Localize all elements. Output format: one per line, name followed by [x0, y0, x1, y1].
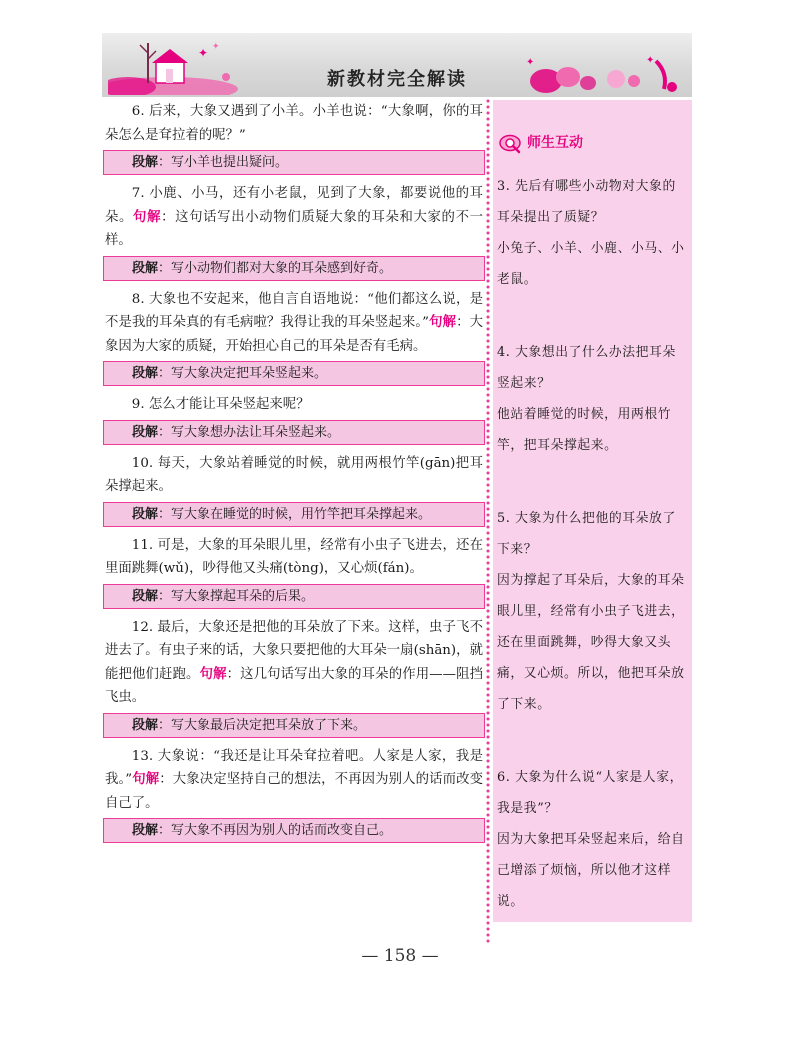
page-number: — 158 —	[361, 946, 439, 966]
paragraph-note-12	[103, 713, 485, 738]
paragraph-text: 13. 大象说：“我还是让耳朵耷拉着吧。人家是人家，我是我。”	[105, 748, 483, 787]
qa-answer: 他站着睡觉的时候，用两根竹竿，把耳朵撑起来。	[497, 407, 672, 453]
paragraph-12	[103, 614, 485, 710]
paragraph-9: 9. 怎么才能让耳朵竖起来呢？	[131, 397, 310, 412]
note-label: 段解	[132, 366, 159, 381]
sentence-note-label: 句解	[133, 208, 162, 225]
paragraph-note-9	[103, 420, 485, 445]
note-label: 段解	[132, 155, 159, 170]
qa-item	[497, 337, 686, 461]
qa-answer: 小兔子、小羊、小鹿、小马、小老鼠。	[497, 241, 685, 287]
svg-text:✦: ✦	[646, 55, 655, 66]
paragraph-13	[103, 743, 485, 816]
note-text: ：写大象想办法让耳朵竖起来。	[158, 424, 341, 440]
note-label: 段解	[132, 717, 159, 733]
sentence-note-text: ：大象决定坚持自己的想法，不再因为别人的话而改变自己了。	[105, 772, 483, 811]
paragraph-note-7	[103, 256, 485, 281]
qa-question: 5. 大象为什么把他的耳朵放了下来？	[497, 511, 676, 557]
sentence-note-label: 句解	[199, 665, 227, 682]
flower-decoration	[506, 51, 686, 95]
paragraph-7	[103, 180, 485, 253]
svg-text:✦: ✦	[198, 46, 209, 60]
qa-item	[497, 762, 686, 917]
paragraph-text: 12. 最后，大象还是把他的耳朵放了下来。这样，虫子飞不进去了。有虫子来的话，大象只要把他的大耳朵一扇(shān)，就能把他们赶跑。	[105, 619, 483, 682]
qa-answer: 因为大象把耳朵竖起来后，给自己增添了烦恼，所以他才这样说。	[497, 832, 685, 909]
qa-item	[497, 171, 686, 295]
note-label: 段解	[132, 506, 159, 522]
qa-item	[497, 503, 686, 720]
qa-question: 3. 先后有哪些小动物对大象的耳朵提出了质疑？	[497, 179, 676, 225]
sidebar-interaction-panel	[493, 100, 692, 922]
paragraph-note-8	[103, 361, 485, 386]
note-text: ：写小动物们都对大象的耳朵感到好奇。	[158, 260, 393, 276]
page-header	[102, 33, 692, 97]
note-label: 段解	[132, 260, 159, 276]
paragraph-note-10	[103, 502, 485, 527]
qa-question: 4. 大象想出了什么办法把耳朵竖起来？	[497, 345, 676, 391]
note-text: ：写大象不再因为别人的话而改变自己。	[158, 823, 393, 838]
sentence-note-label: 句解	[429, 314, 457, 330]
qa-answer: 因为撑起了耳朵后，大象的耳朵眼儿里，经常有小虫子飞进去，还在里面跳舞，吵得大象又头痛，又心烦。所以，他把耳朵放了下来。	[497, 573, 685, 712]
note-label: 段解	[132, 823, 159, 838]
paragraph-note-13	[103, 818, 485, 843]
paragraph-10: 10. 每天，大象站着睡觉的时候，就用两根竹竿(gān)把耳朵撑起来。	[105, 455, 483, 494]
paragraph-8	[103, 286, 485, 359]
sentence-note-text: ：这几句话写出大象的耳朵的作用——阻挡飞虫。	[105, 666, 484, 705]
note-label: 段解	[132, 588, 159, 604]
note-text: ：写大象决定把耳朵竖起来。	[158, 366, 328, 381]
magnifier-icon	[499, 134, 523, 154]
note-text: ：写大象在睡觉的时候，用竹竿把耳朵撑起来。	[158, 506, 432, 522]
paragraph-11: 11. 可是，大象的耳朵眼儿里，经常有小虫子飞进去，还在里面跳舞(wǔ)，吵得他又头痛(tòng)，又心烦(fán)。	[105, 537, 483, 576]
paragraph-note-6	[103, 150, 485, 175]
qa-question: 6. 大象为什么说“人家是人家，我是我”？	[497, 770, 683, 816]
paragraph-6: 6. 后来，大象又遇到了小羊。小羊也说：“大象啊，你的耳朵怎么是耷拉着的呢？”	[105, 104, 483, 143]
dotted-divider	[486, 98, 490, 944]
sentence-note-label: 句解	[132, 771, 160, 787]
sidebar-heading	[499, 128, 686, 159]
paragraph-text: 8. 大象也不安起来，他自言自语地说：“他们都这么说，是不是我的耳朵真的有毛病啦？我得让我的耳朵竖起来。”	[105, 291, 483, 330]
header-title: 新教材完全解读	[327, 69, 467, 90]
main-text-column	[103, 98, 485, 940]
svg-text:✦: ✦	[526, 57, 535, 68]
svg-text:✦: ✦	[212, 42, 220, 52]
sentence-note-text: ：大象因为大家的质疑，开始担心自己的耳朵是否有毛病。	[105, 315, 483, 354]
paragraph-note-11	[103, 584, 485, 609]
sidebar-heading-text: 师生互动	[527, 135, 583, 151]
sentence-note-text: ：这句话写出小动物们质疑大象的耳朵和大家的不一样。	[105, 209, 483, 248]
note-label: 段解	[132, 424, 159, 440]
note-text: ：写大象撑起耳朵的后果。	[158, 588, 315, 604]
note-text: ：写大象最后决定把耳朵放了下来。	[158, 717, 367, 733]
note-text: ：写小羊也提出疑问。	[158, 155, 289, 170]
paragraph-text: 7. 小鹿、小马，还有小老鼠，见到了大象，都要说他的耳朵。	[105, 186, 483, 225]
